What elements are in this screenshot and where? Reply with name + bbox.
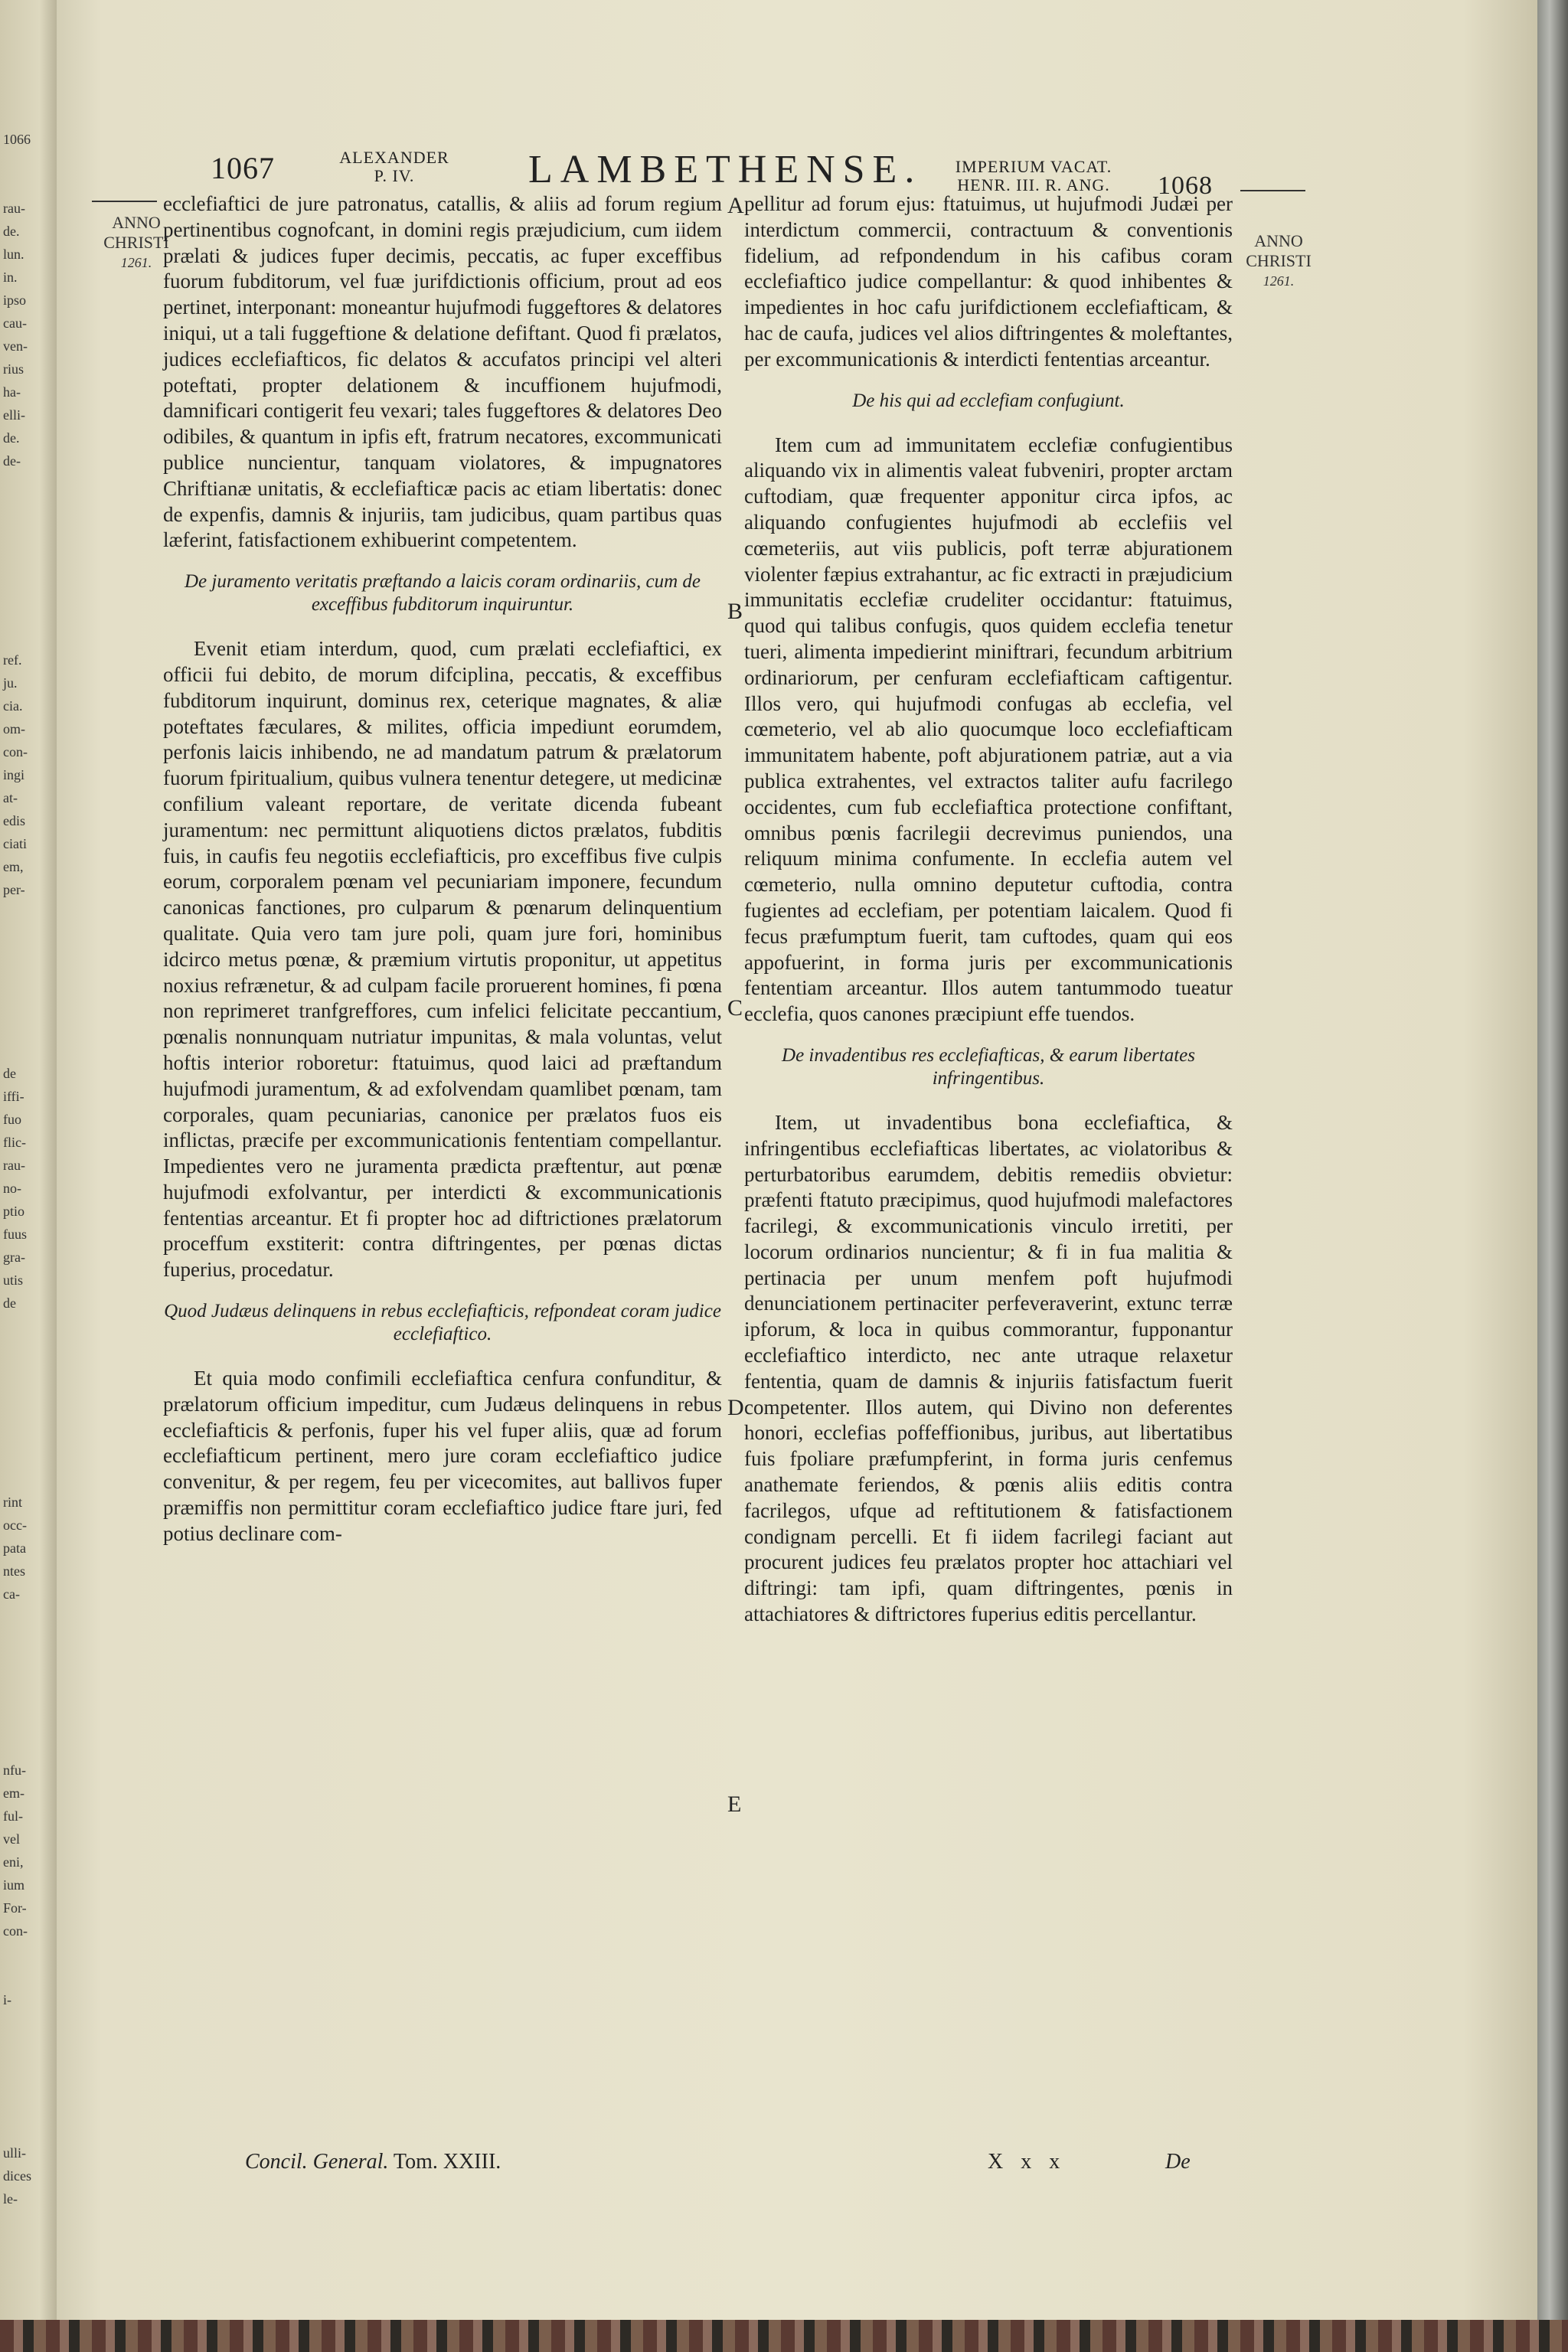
footer-source — [245, 2150, 501, 2174]
edge-fragment: vel — [3, 1831, 20, 1847]
edge-fragment: eni, — [3, 1854, 24, 1870]
edge-fragment: no- — [3, 1181, 21, 1196]
anno-right: ANNO — [1254, 231, 1303, 250]
edge-fragment: i- — [3, 1992, 11, 2007]
emperor-text: IMPERIUM VACAT. — [955, 157, 1112, 176]
section-letter-b: B — [727, 599, 743, 624]
edge-fragment: fuo — [3, 1112, 21, 1127]
edge-fragment: ju. — [3, 675, 18, 691]
right-paragraph-1: pellitur ad forum ejus: ftatuimus, ut hujufmodi Judæi per interdictum commercii, contractuum & conventionis fidelium, ad refpondendum in his cafibus coram ecclefiaftico judice compellantur: & quod inhibentes & impedientes in hoc cafu jurifdictionem ecclefiafticam, & hac de caufa, judices vel alios diftringentes & moleftantes, per excommunicationis & interdicti fententias arceantur. — [744, 192, 1233, 371]
edge-fragment: de- — [3, 453, 21, 469]
edge-fragment: ciati — [3, 836, 27, 851]
edge-fragment: elli- — [3, 407, 25, 423]
edge-fragment: ful- — [3, 1808, 23, 1824]
left-heading-2: De juramento veritatis præftando a laicis coram ordinariis, cum de exceffibus fubditorum inquiruntur. — [184, 571, 701, 616]
edge-fragment: ulli- — [3, 2145, 26, 2161]
catchword: De — [1165, 2150, 1191, 2174]
edge-fragment: em- — [3, 1785, 24, 1801]
edge-fragment: 1066 — [3, 132, 31, 147]
section-letter-c: C — [727, 995, 743, 1021]
edge-fragment: cau- — [3, 315, 27, 331]
edge-fragment: rius — [3, 361, 24, 377]
signature-mark: X x x — [988, 2150, 1067, 2174]
pope-number: P. IV. — [374, 166, 415, 185]
right-heading-3: De invadentibus res ecclefiafticas, & earum libertates infringentibus. — [782, 1044, 1195, 1089]
anno-left: ANNO — [112, 213, 161, 232]
edge-fragment: pata — [3, 1540, 26, 1556]
section-letter-a: A — [727, 193, 744, 218]
left-heading-3: Quod Judæus delinquens in rebus ecclefiafticis, refpondeat coram judice ecclefiaftico. — [164, 1301, 721, 1345]
edge-fragment: ha- — [3, 384, 21, 400]
edge-fragment: lun. — [3, 247, 24, 262]
edge-fragment: rau- — [3, 201, 25, 216]
edge-fragment: For- — [3, 1900, 27, 1916]
year-left: 1261. — [120, 255, 152, 270]
edge-fragment: cia. — [3, 698, 23, 714]
year-right: 1261. — [1263, 273, 1295, 289]
right-margin-note — [1236, 231, 1321, 291]
edge-fragment: fuus — [3, 1227, 27, 1242]
right-paragraph-3: Item, ut invadentibus bona ecclefiaftica, & infringentibus ecclefiafticas libertates, ac violatoribus & perturbatoribus earumdem, debitis remediis obvietur: præfenti ftatuto præcipimus, quod hujufmodi malefactores facrilegi, & excommunicationis vinculo irretiti, per locorum ordinarios nuncientur; & fi in fua malitia & pertinacia per unum menfem poft hujufmodi denunciationem pertinaciter perfeveraverint, extunc terræ ipforum, & loca in quibus commorantur, fupponantur ecclefiaftico interdicto, nec ante utraque relaxetur fententia, quam de damnis & injuriis fatisfactum fuerit competenter. Illos autem, qui Divino non deferentes honori, ecclefias poffeffionibus, juribus, aut libertatibus fuis fpoliare præfumpferint, in forma juris cenfemus anathemate feriendos, & pœnis aliis editis contra facrilegos, ufque ad reftitutionem & fatisfactionem condignam percelli. Et fi iidem facrilegi faciant aut procurent judices feu prælatos propter hoc attachiari vel diftringi: tam ipfi, quam diftringentes, pœnis in attachiatores & diftrictores fuperius editis percellantur. — [744, 1110, 1233, 1626]
pope-name: ALEXANDER — [339, 148, 449, 167]
right-heading-2: De his qui ad ecclefiam confugiunt. — [852, 390, 1125, 411]
edge-fragment: de. — [3, 430, 20, 446]
edge-fragment: con- — [3, 744, 28, 760]
right-paragraph-2: Item cum ad immunitatem ecclefiæ confugientibus aliquando vix in alimentis valeat fubveniri, propter arctam cuftodiam, quæ frequenter apponitur circa ipfos, ac aliquando confugientes hujufmodi ab ecclefiis vel cœmeteriis, aut viis publicis, poft terræ abjurationem violenter fæpius extrahantur, ac fic extracti in præjudicium immunitatis ecclefiæ crudeliter occidantur: ftatuimus, quod qui talibus confugis, quos quidem ecclefia tenetur tueri, alimenta impedierint miniftrari, fecundum arbitrium ordinariorum, per cenfuram ecclefiafticam caftigentur. Illos vero, qui hujufmodi confugas ab ecclefia, vel cœmeterio, vel ab alio quocumque loco ecclefiafticam immunitatem habente, poft abjurationem patriæ, aut a via publica extrahentes, vel extractos taliter aufu facrilego occidentes, cum fub ecclefiaftica protectione confiftant, omnibus pœnis facrilegii decrevimus puniendos, una reliquum minima confumente. In ecclefia autem vel cœmeterio, nulla omnino deputetur cuftodia, contra fugientes ad ecclefiam, per potentiam laicalem. Quod fi fecus præfumptum fuerit, tam cuftodes, quam qui eos appofuerint, in forma juris per excommunicationis fententiam arceantur. Illos autem tantummodo tueatur ecclefia, quos canones præcipiunt effe tuendos. — [744, 433, 1233, 1026]
edge-fragment: iffi- — [3, 1089, 24, 1104]
page-number-right: 1068 — [1158, 172, 1213, 200]
edge-fragment: con- — [3, 1923, 28, 1939]
page-title: LAMBETHENSE. — [528, 148, 923, 191]
edge-fragment: in. — [3, 270, 18, 285]
edge-fragment: ref. — [3, 652, 22, 668]
edge-fragment: rint — [3, 1494, 22, 1510]
edge-fragment: rau- — [3, 1158, 25, 1173]
section-letter-e: E — [727, 1792, 742, 1817]
source-name: Concil. General. — [245, 2150, 389, 2174]
edge-fragment: de — [3, 1066, 16, 1081]
edge-fragment: at- — [3, 790, 18, 805]
edge-fragment: de. — [3, 224, 20, 239]
left-column — [163, 191, 722, 1547]
edge-fragment: ptio — [3, 1204, 25, 1219]
right-page-edge — [1537, 0, 1568, 2352]
edge-fragment: ium — [3, 1877, 25, 1893]
edge-fragment: per- — [3, 882, 25, 897]
right-rule — [1240, 190, 1305, 191]
edge-fragment: ven- — [3, 338, 28, 354]
christi-right: CHRISTI — [1246, 251, 1312, 270]
edge-fragment: gra- — [3, 1250, 25, 1265]
king-text: HENR. III. R. ANG. — [957, 175, 1110, 194]
header-emperor — [923, 158, 1145, 194]
edge-fragment: de — [3, 1295, 16, 1311]
edge-fragment: dices — [3, 2168, 31, 2184]
edge-fragment: ipso — [3, 292, 27, 308]
edge-fragment: ca- — [3, 1586, 20, 1602]
edge-fragment: ntes — [3, 1563, 25, 1579]
bottom-border — [0, 2320, 1568, 2352]
christi-left: CHRISTI — [103, 233, 169, 252]
edge-fragment: om- — [3, 721, 25, 737]
section-letter-d: D — [727, 1395, 744, 1420]
left-paragraph-3: Et quia modo confimili ecclefiaftica cenfura confunditur, & prælatorum officium impeditur, cum Judæus delinquens in rebus ecclefiafticis & perfonis, fuper his vel fuper aliis, quæ ad forum ecclefiafticum pertinent, mero jure coram ecclefiaftico judice convenitur, & per regem, feu per vicecomites, aut ballivos fuper præmiffis non permittitur coram ecclefiaftico judice ftare juri, fed potius declinare com- — [163, 1367, 722, 1545]
edge-fragment: edis — [3, 813, 25, 828]
page-number-left: 1067 — [211, 151, 275, 185]
left-paragraph-1: ecclefiaftici de jure patronatus, catallis, & aliis ad forum regium pertinentibus cognofcant, in domini regis præjudicium, cum iidem prælati & judices fuper decimis, peccatis, ac fuper exceffibus fuorum fubditorum, vel fuæ jurifdictionis officium, prout ad eos pertinet, interponant: moneantur hujufmodi fuggeftores & delatores iniqui, ut a tali fuggeftione & delatione defiftant. Quod fi prælatos, judices ecclefiafticos, fic delatos & accufatos principi vel alteri poteftati, propter delationem & incuffionem hujufmodi, damnificari contigerit feu vexari; tales fuggeftores & delatores Deo odibiles, & quantum in ipfis eft, fratrum necatores, excommunicati publice nuncientur, tanquam violatores, & impugnatores Chriftianæ unitatis, & ecclefiafticæ pacis ac etiam libertatis: donec de expenfis, damnis & injuriis, tam judicibus, quam partibus quas læferint, fatisfactionem exhibuerint competentem. — [163, 192, 722, 552]
right-column — [744, 191, 1233, 1628]
edge-fragment: ingi — [3, 767, 25, 782]
edge-fragment: utis — [3, 1272, 24, 1288]
edge-fragment: em, — [3, 859, 24, 874]
edge-fragment: nfu- — [3, 1762, 26, 1778]
edge-fragment: occ- — [3, 1517, 27, 1533]
header-pope — [325, 149, 463, 185]
left-paragraph-2: Evenit etiam interdum, quod, cum prælati ecclefiaftici, ex officii fui debito, de morum difciplina, peccatis, & exceffibus fubditorum inquirunt, dominus rex, ceterique magnates, & aliæ poteftates fæculares, & milites, officia impediunt eorumdem, perfonis laicis inhibendo, ne ad mandatum patrum & prælatorum fuorum fpiritualium, quibus vulnera tenentur detegere, ut medicinæ confilium valeant reportare, de veritate dicenda fubeant juramentum: nec permittunt aliquotiens dictos prælatos, fubditis fuis, in caufis feu negotiis ecclefiafticis, pro exceffibus five culpis eorum, corporalem pœnam vel pecuniariam imponere, fecundum canonicas fanctiones, pro culparum & pœnarum delinquentium qualitate. Quia vero tam jure poli, quam jure fori, hominibus idcirco metus pœnæ, & præmium virtutis proponitur, ut appetitus noxius refrænetur, & ad culpam facile proruerent homines, fi pœna non reprimeret tranfgreffores, cum infelici felicitate peccantium, pœnalis nonnunquam nutriatur impunitas, & mala voluntas, velut hoftis interior roboretur: ftatuimus, quod laici ad præftandum hujufmodi juramentum, & ad exfolvendam quamlibet pœnam, tam corporales, quam pecuniarias, canonice per prælatos fuos eis inflictas, præcife per excommunicationis fententiam compellantur. Impedientes vero ne juramenta prædicta præftentur, aut pœnæ hujufmodi exfolvantur, per interdicti & excommunicationis fententias arceantur. Et fi propter hoc ad diftrictiones prælatorum proceffum exstiterit: contra diftringentes, per pœnas dictas fuperius, procedatur. — [163, 637, 722, 1282]
edge-fragment: flic- — [3, 1135, 26, 1150]
left-page-edge — [0, 0, 57, 2352]
edge-fragment: le- — [3, 2191, 18, 2207]
tome-number: Tom. XXIII. — [393, 2150, 501, 2174]
left-rule — [92, 201, 157, 202]
